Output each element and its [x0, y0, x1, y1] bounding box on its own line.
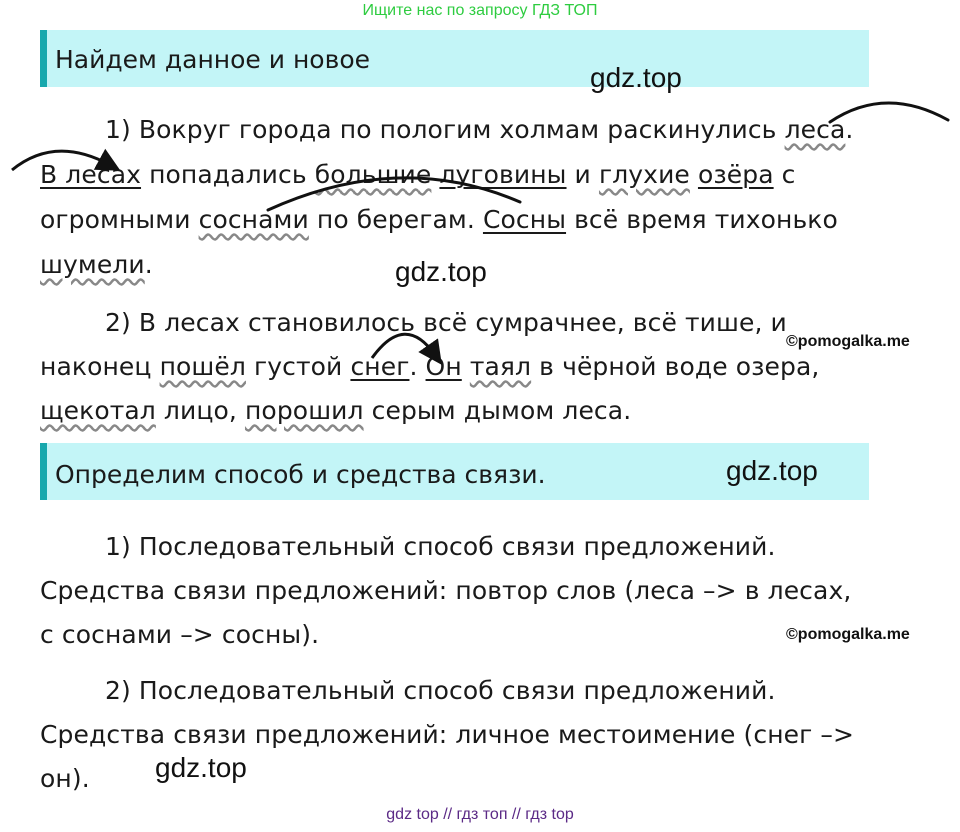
watermark-gdz: gdz.top: [590, 62, 682, 93]
p1-line-2: [40, 160, 796, 189]
subject-sosny: Сосны: [482, 205, 567, 234]
heading-text: Определим способ и средства связи.: [55, 460, 546, 489]
heading-accent-bar: [40, 443, 47, 500]
text-fragment: попадались: [141, 160, 315, 189]
word-lesa: леса: [784, 115, 846, 144]
text-fragment: лицо,: [155, 396, 245, 425]
text-fragment: с: [773, 160, 796, 189]
subject-v-lesakh: В лесах: [40, 160, 142, 189]
text-fragment: по берегам.: [308, 205, 483, 234]
heading-accent-bar: [40, 30, 47, 87]
s2-p2-line-1: 2) Последовательный способ связи предложений.: [105, 676, 776, 705]
predicate-poshel: пошёл: [159, 352, 246, 381]
text-fragment: наконец: [40, 352, 160, 381]
predicate-shchekotal: щекотал: [40, 396, 156, 425]
watermark-pomogalka: ©pomogalka.me: [786, 333, 910, 350]
s2-p2-line-3: он).: [40, 764, 90, 793]
s2-p1-line-3: с соснами –> сосны).: [40, 620, 320, 649]
s2-p2-line-2: Средства связи предложений: личное местоимение (снег –>: [40, 720, 855, 749]
text-fragment: всё время тихонько: [566, 205, 838, 234]
subject-on: Он: [425, 352, 462, 381]
word-sosnami: соснами: [198, 205, 309, 234]
text-fragment: в чёрной воде озера,: [531, 352, 820, 381]
subject-lugoviny: луговины: [439, 160, 567, 189]
top-banner: Ищите нас по запросу ГДЗ ТОП: [362, 2, 598, 19]
p1-line-1: [105, 115, 853, 144]
text-fragment: и: [566, 160, 599, 189]
word-glukhie: глухие: [598, 160, 690, 189]
s2-p1-line-1: 1) Последовательный способ связи предложений.: [105, 532, 776, 561]
watermark-gdz: gdz.top: [726, 455, 818, 486]
watermark-pomogalka: ©pomogalka.me: [786, 626, 910, 643]
text-fragment: густой: [245, 352, 351, 381]
text-fragment: 1) Вокруг города по пологим холмам раскинулись: [105, 115, 785, 144]
text-fragment: .: [144, 250, 153, 279]
section-heading-given-new: [40, 30, 869, 87]
predicate-tayal: таял: [469, 352, 532, 381]
p2-line-2: [40, 352, 819, 381]
text-fragment: [690, 160, 698, 189]
text-fragment: [462, 352, 470, 381]
text-fragment: .: [845, 115, 854, 144]
footer-links: gdz top // гдз топ // гдз top: [386, 806, 574, 823]
watermark-gdz: gdz.top: [155, 752, 247, 783]
p2-line-3: [40, 396, 631, 425]
watermark-gdz: gdz.top: [395, 256, 487, 287]
predicate-shumeli: шумели: [40, 250, 145, 279]
p2-line-1: 2) В лесах становилось всё сумрачнее, всё тише, и: [105, 308, 787, 337]
p1-line-4: [40, 250, 153, 279]
predicate-poroshil: порошил: [244, 396, 364, 425]
s2-p1-line-2: Средства связи предложений: повтор слов (леса –> в лесах,: [40, 576, 852, 605]
heading-text: Найдем данное и новое: [55, 45, 371, 74]
word-bolshie: большие: [314, 160, 432, 189]
subject-ozera: озёра: [697, 160, 774, 189]
text-fragment: .: [409, 352, 426, 381]
subject-sneg: снег: [350, 352, 410, 381]
text-fragment: серым дымом леса.: [363, 396, 632, 425]
p1-line-3: [40, 205, 838, 234]
text-fragment: огромными: [40, 205, 199, 234]
